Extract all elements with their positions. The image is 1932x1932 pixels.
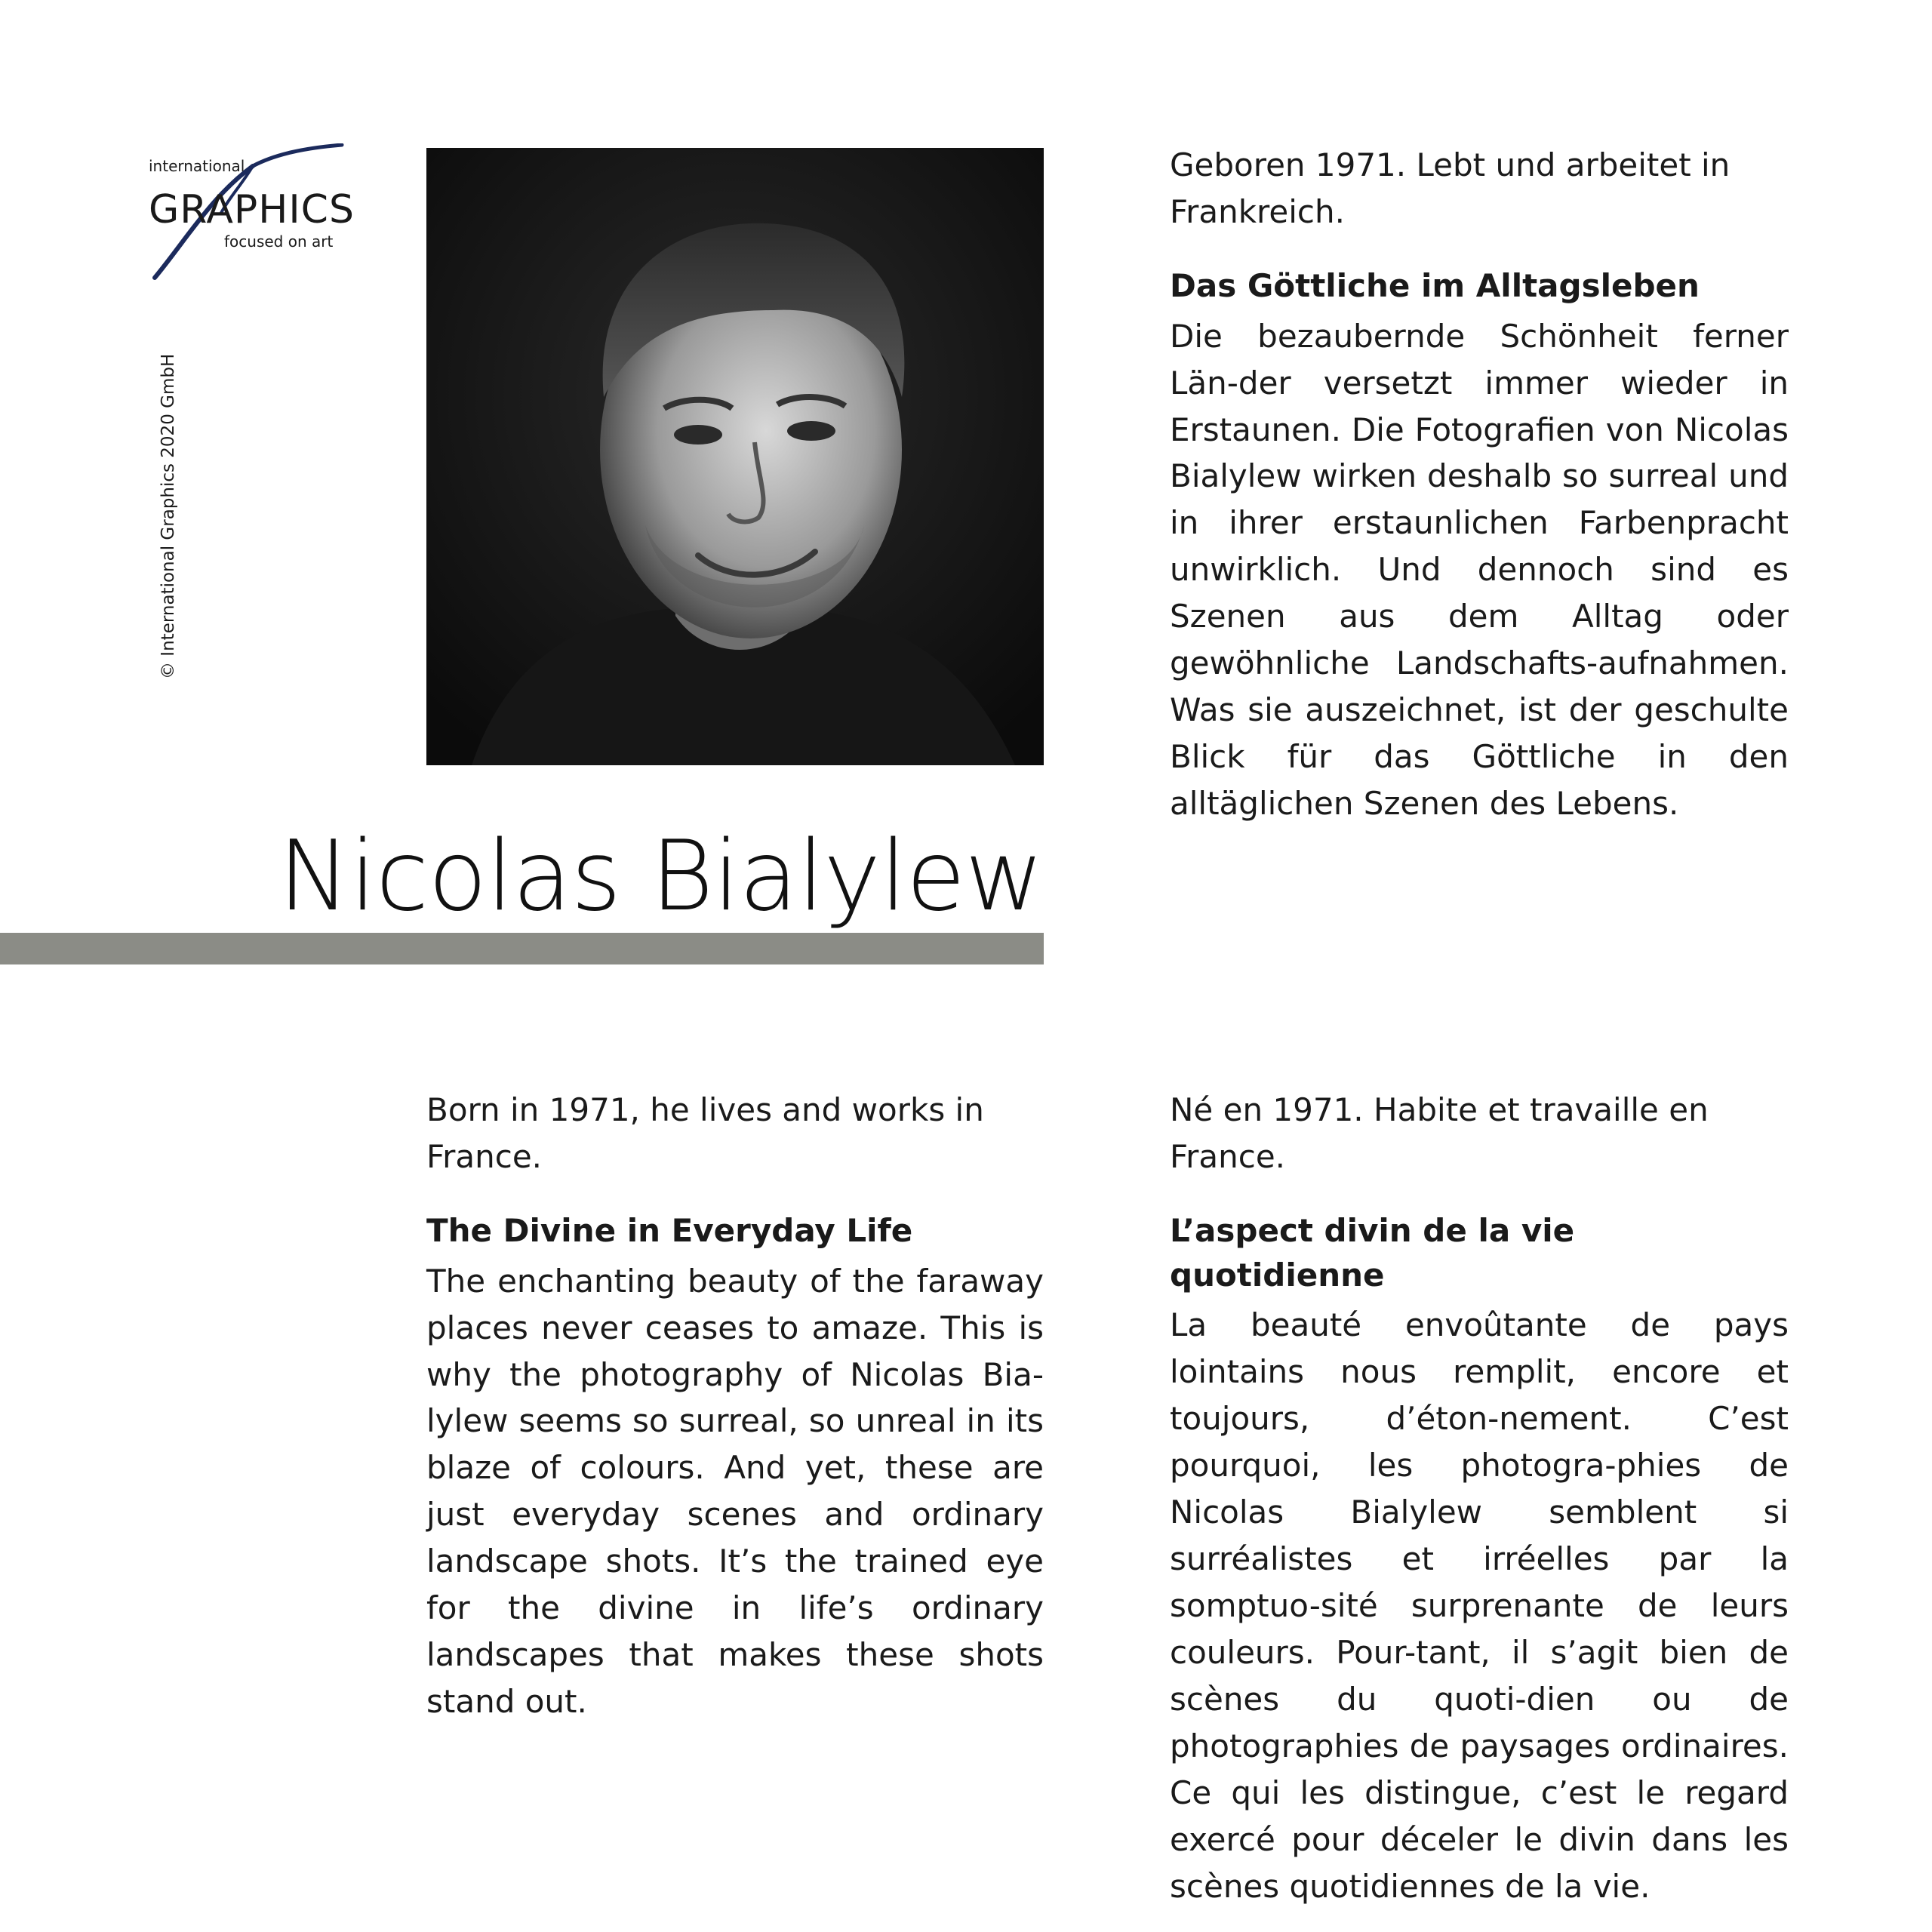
accent-bar bbox=[0, 933, 1044, 964]
logo-text-international: international bbox=[149, 157, 245, 175]
english-heading: The Divine in Everyday Life bbox=[426, 1211, 913, 1249]
artist-portrait-photo bbox=[426, 148, 1044, 765]
portrait-illustration bbox=[426, 148, 1044, 765]
french-text-column bbox=[1170, 1087, 1789, 1910]
artist-name-heading: Nicolas Bialylew bbox=[278, 820, 1043, 933]
english-intro: Born in 1971, he lives and works in France. bbox=[426, 1091, 984, 1175]
english-body: The enchanting beauty of the faraway places never ceases to amaze. This is why the photography of Nicolas Bia-lylew seems so surreal, so unreal in its blaze of colours. And yet, these are just everyday scenes and ordinary landscape shots. It’s the trained eye for the divine in life’s ordinary landscapes that makes these shots stand out. bbox=[426, 1262, 1044, 1721]
german-body: Die bezaubernde Schönheit ferner Län-der versetzt immer wieder in Erstaunen. Die Fotografien von Nicolas Bialylew wirken deshalb so surreal und in ihrer erstaunlichen Farbenpracht unwirklich. Und dennoch sind es Szenen aus dem Alltag oder gewöhnliche Landschafts-aufnahmen. Was sie auszeichnet, ist der geschulte Blick für das Göttliche in den alltäglichen Szenen des Lebens. bbox=[1170, 317, 1789, 823]
german-text-column bbox=[1170, 142, 1789, 827]
german-intro: Geboren 1971. Lebt und arbeitet in Frankreich. bbox=[1170, 146, 1730, 230]
french-intro: Né en 1971. Habite et travaille en France. bbox=[1170, 1091, 1709, 1175]
company-logo bbox=[140, 143, 355, 287]
logo-text-graphics: GRAPHICS bbox=[149, 187, 355, 232]
english-text-column bbox=[426, 1087, 1044, 1725]
copyright-notice: © International Graphics 2020 GmbH bbox=[158, 353, 178, 679]
logo-text-tagline: focused on art bbox=[224, 232, 334, 251]
french-body: La beauté envoûtante de pays lointains nous remplit, encore et toujours, d’éton-nement. C’est pourquoi, les photogra-phies de Nicolas Bialylew semblent si surréalistes et irréelles par la somptuo-sité surprenante de leurs couleurs. Pour-tant, il s’agit bien de scènes du quoti-dien ou de photographies de paysages ordinaires. Ce qui les distingue, c’est le regard exercé pour déceler le divin dans les scènes quotidiennes de la vie. bbox=[1170, 1306, 1789, 1905]
german-heading: Das Göttliche im Alltagsleben bbox=[1170, 266, 1700, 304]
french-heading: L’aspect divin de la vie quotidienne bbox=[1170, 1211, 1575, 1294]
